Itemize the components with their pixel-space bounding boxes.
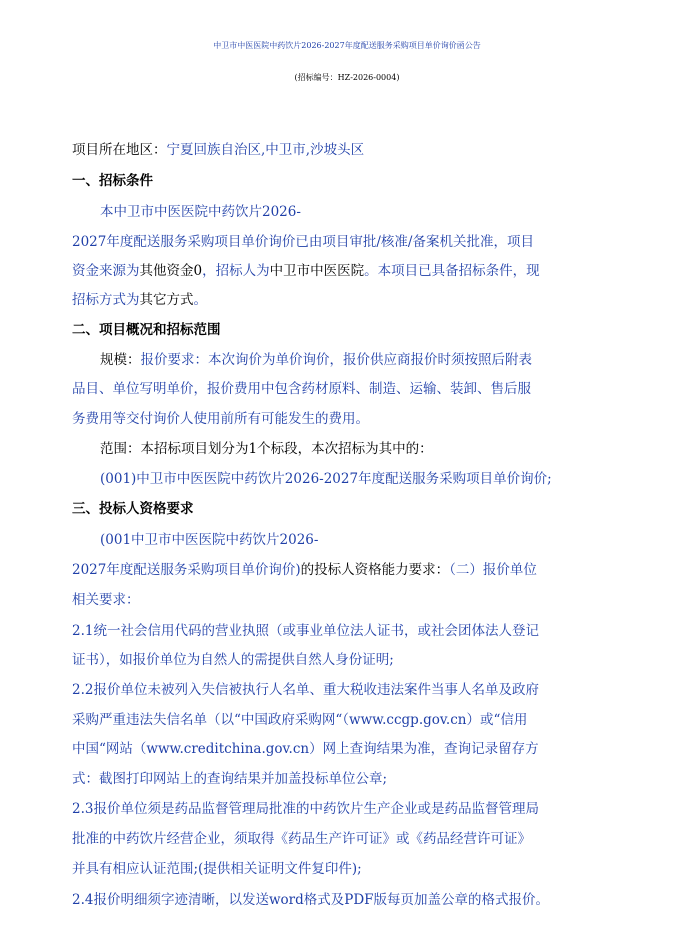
section-3-heading: 三、投标人资格要求	[72, 501, 194, 517]
section-2-line-5: (001)中卫市中医医院中药饮片2026-2027年度配送服务采购项目单价询价;	[100, 471, 552, 487]
method-value: 其它方式	[139, 292, 194, 308]
section-2-line-2: 品目、单位写明单价，报价费用中包含药材原料、制造、运输、装卸、售后服	[72, 381, 531, 397]
method-label: 招标方式为	[72, 292, 140, 308]
tender-number: (招标编号：HZ-2026-0004)	[294, 73, 400, 82]
section-2-line-3: 务费用等交付询价人使用前所有可能发生的费用。	[72, 411, 369, 427]
section-1-line-2: 2027年度配送服务采购项目单价询价已由项目审批/核准/备案机关批准，项目	[72, 234, 534, 250]
section-1-line-1: 本中卫市中医医院中药饮片2026-	[100, 204, 301, 220]
scale-text: 报价要求：本次询价为单价询价，报价供应商报价时须按照后附表	[140, 352, 532, 368]
section-1-line-4	[72, 291, 207, 309]
method-end: 。	[193, 292, 207, 308]
tenderer-name: 中卫市中医医院	[269, 263, 365, 279]
requirement-2-4-line-1: 2.4报价明细须字迹清晰，以发送word格式及PDF版每页加盖公章的格式报价。	[72, 892, 550, 908]
location-value: 宁夏回族自治区,中卫市,沙坡头区	[166, 142, 365, 158]
qualification-label: 的投标人资格能力要求：	[300, 562, 450, 578]
scale-label: 规模：	[100, 352, 141, 368]
requirement-2-1-line-2: 证书），如报价单位为自然人的需提供自然人身份证明;	[72, 652, 394, 668]
section-1-line-3	[72, 262, 540, 280]
funding-label: 资金来源为	[72, 263, 140, 279]
requirement-2-3-line-1: 2.3报价单位须是药品监督管理局批准的中药饮片生产企业或是药品监督管理局	[72, 801, 539, 817]
requirement-2-2-line-1: 2.2报价单位未被列入失信被执行人名单、重大税收违法案件当事人名单及政府	[72, 682, 539, 698]
section-2-line-1	[100, 351, 532, 369]
section-1-heading: 一、招标条件	[72, 173, 153, 189]
section-3-line-1: (001中卫市中医医院中药饮片2026-	[100, 532, 319, 548]
requirement-2-1-line-1: 2.1统一社会信用代码的营业执照（或事业单位法人证书，或社会团体法人登记	[72, 623, 539, 639]
section-3-line-2	[72, 561, 537, 579]
condition-text: 。本项目已具备招标条件，现	[364, 263, 540, 279]
tenderer-label: ，招标人为	[202, 263, 270, 279]
requirement-2-2-line-2: 采购严重违法失信名单（以“中国政府采购网“（www.ccgp.gov.cn）或“信用	[72, 712, 528, 728]
requirement-2-2-line-4: 式：截图打印网站上的查询结果并加盖投标单位公章;	[72, 771, 388, 787]
document-title: 中卫市中医医院中药饮片2026-2027年度配送服务采购项目单价询价函公告	[213, 41, 481, 50]
requirement-2-3-line-3: 并具有相应认证范围;(提供相关证明文件复印件);	[72, 861, 362, 877]
qualification-heading: （二）报价单位	[449, 562, 537, 578]
location-line	[72, 141, 364, 159]
location-label: 项目所在地区：	[72, 142, 167, 158]
section-2-line-4: 范围：本招标项目划分为1个标段，本次招标为其中的：	[100, 441, 433, 457]
requirement-2-3-line-2: 批准的中药饮片经营企业，须取得《药品生产许可证》或《药品经营许可证》	[72, 831, 531, 847]
section-2-heading: 二、项目概况和招标范围	[72, 322, 221, 338]
funding-source: 其他资金0	[139, 263, 203, 279]
requirement-2-2-line-3: 中国“网站（www.creditchina.gov.cn）网上查询结果为准，查询记录留存方	[72, 741, 539, 757]
section-3-line-3: 相关要求：	[72, 592, 140, 608]
lot-name: 2027年度配送服务采购项目单价询价)	[72, 562, 301, 578]
